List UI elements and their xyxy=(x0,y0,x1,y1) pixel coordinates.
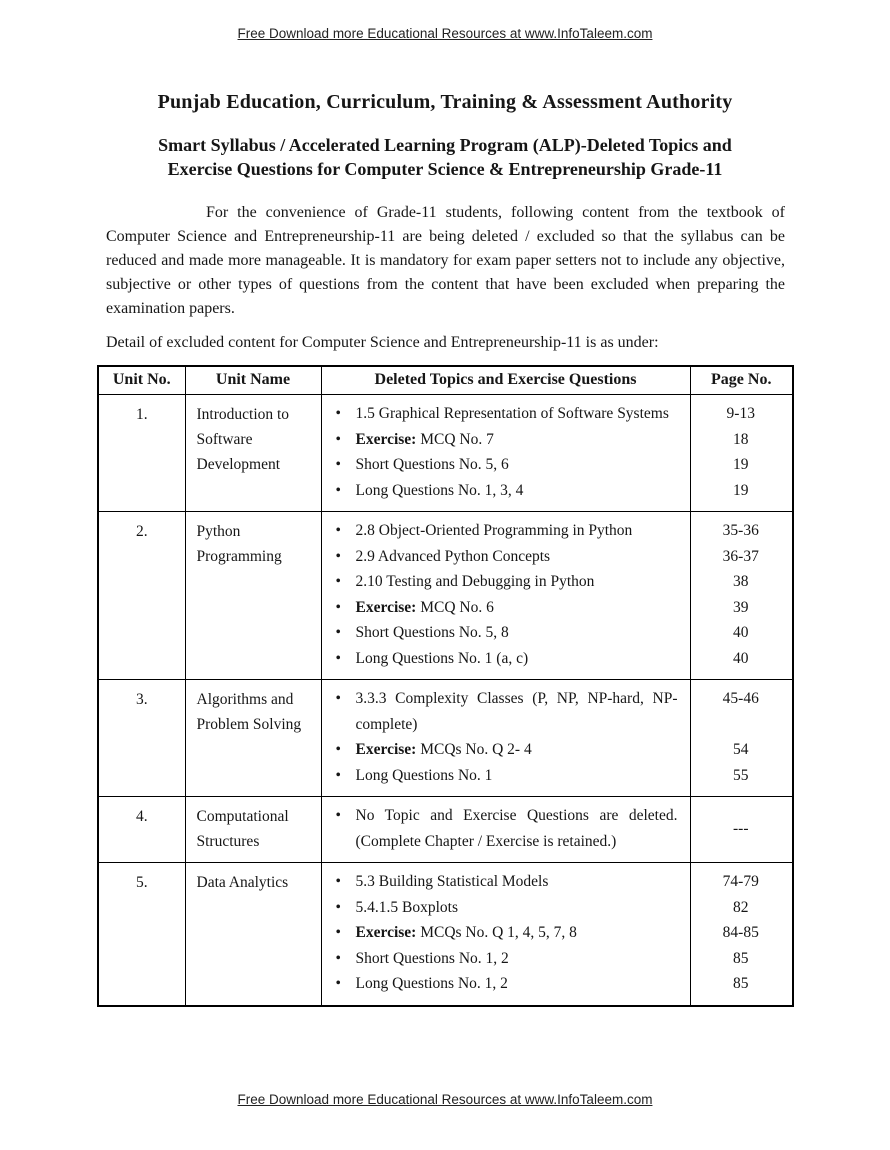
page-no-cell: 84-85 xyxy=(722,924,759,941)
header-resource-line xyxy=(0,0,890,41)
topic-item-text: Exercise: MCQ No. 7 xyxy=(355,430,494,448)
bullet-icon: • xyxy=(335,624,341,641)
topic-item xyxy=(322,686,690,737)
bullet-icon: • xyxy=(335,690,341,707)
topic-item xyxy=(322,946,690,972)
topics-pages-cell xyxy=(321,680,793,797)
topic-item xyxy=(322,971,690,997)
topics-pages-cell xyxy=(321,395,793,512)
topic-item xyxy=(322,478,690,504)
table-row xyxy=(98,395,793,512)
unit-name-cell: Computational Structures xyxy=(185,797,321,863)
topic-item xyxy=(322,763,690,789)
unit-no-cell: 4. xyxy=(98,797,185,863)
unit-no-cell: 5. xyxy=(98,863,185,1006)
column-header-4: Page No. xyxy=(690,366,793,395)
topic-item xyxy=(322,646,690,672)
bullet-icon: • xyxy=(335,807,341,824)
unit-name-cell: Python Programming xyxy=(185,512,321,680)
bullet-icon: • xyxy=(335,547,341,565)
bullet-icon: • xyxy=(335,481,341,499)
column-header-2: Unit Name xyxy=(185,366,321,395)
topic-item xyxy=(322,620,690,646)
topic-item xyxy=(322,895,690,921)
bullet-icon: • xyxy=(335,949,341,967)
topic-item-text: 5.4.1.5 Boxplots xyxy=(355,898,458,916)
topic-item-bold-prefix: Exercise: xyxy=(355,924,417,941)
topic-item-text: Long Questions No. 1, 2 xyxy=(355,975,508,992)
page-no-cell: 38 xyxy=(733,573,749,590)
page-no-cell: 39 xyxy=(733,598,749,616)
topics-pages-cell xyxy=(321,512,793,680)
table-row xyxy=(98,512,793,680)
topics-pages-grid xyxy=(322,680,793,796)
topic-item xyxy=(322,401,690,427)
page-no-cell: 74-79 xyxy=(722,873,759,890)
table-header-row xyxy=(98,366,793,395)
topic-item xyxy=(322,427,690,453)
table-row xyxy=(98,680,793,797)
unit-name-cell: Algorithms and Problem Solving xyxy=(185,680,321,797)
bullet-icon: • xyxy=(335,898,341,916)
subtitle-line-2: Exercise Questions for Computer Science & Entrepreneurship Grade-11 xyxy=(167,159,723,179)
bullet-icon: • xyxy=(335,924,341,941)
page-title: Punjab Education, Curriculum, Training & Assessment Authority xyxy=(157,91,733,113)
bullet-icon: • xyxy=(335,430,341,448)
page-no-cell: 19 xyxy=(733,456,749,473)
page-no-cell: 19 xyxy=(733,481,749,499)
topic-item-text: Exercise: MCQs No. Q 1, 4, 5, 7, 8 xyxy=(355,924,577,941)
page-no-cell: 40 xyxy=(733,649,749,667)
topic-item-text: Short Questions No. 5, 8 xyxy=(355,624,509,641)
unit-no-cell: 1. xyxy=(98,395,185,512)
unit-name-cell: Introduction to Software Development xyxy=(185,395,321,512)
page-no-cell: 55 xyxy=(733,766,749,784)
topic-item xyxy=(322,544,690,570)
topic-item-text: Short Questions No. 5, 6 xyxy=(355,456,509,473)
topic-item xyxy=(322,803,690,854)
page-subtitle xyxy=(97,133,793,181)
bullet-icon: • xyxy=(335,573,341,590)
topic-item-bold-prefix: Exercise: xyxy=(355,598,417,616)
topic-item-text: 3.3.3 Complexity Classes (P, NP, NP-hard, NP-complete) xyxy=(355,690,678,733)
intro-paragraph: For the convenience of Grade-11 students, following content from the textbook of Computer Science and Entrepreneurship-11 are being deleted / excluded so that the syllabus can be reduced and made more manageable. It is mandatory for exam paper setters not to include any objective, subjective or other types of questions from the content that have been excluded when preparing the examination papers. xyxy=(106,204,785,317)
topics-pages-grid xyxy=(322,863,793,1005)
topics-pages-grid xyxy=(322,512,793,679)
unit-no-cell: 3. xyxy=(98,680,185,797)
topics-pages-grid xyxy=(322,395,793,511)
topic-item xyxy=(322,518,690,544)
bullet-icon: • xyxy=(335,766,341,784)
page-no-cell: 18 xyxy=(733,430,749,448)
topic-item-text: 2.8 Object-Oriented Programming in Python xyxy=(355,522,633,539)
topic-item-text: Exercise: MCQs No. Q 2- 4 xyxy=(355,741,532,758)
bullet-icon: • xyxy=(335,873,341,890)
topic-item xyxy=(322,595,690,621)
topic-item-text: 5.3 Building Statistical Models xyxy=(355,873,549,890)
bullet-icon: • xyxy=(335,405,341,422)
topic-item-text: Long Questions No. 1, 3, 4 xyxy=(355,481,524,499)
page-no-cell: --- xyxy=(733,819,749,837)
header-resource-link[interactable]: Free Download more Educational Resources at www.InfoTaleem.com xyxy=(237,26,653,41)
unit-no-cell: 2. xyxy=(98,512,185,680)
topic-item-text: Short Questions No. 1, 2 xyxy=(355,949,509,967)
topic-item xyxy=(322,452,690,478)
table-row xyxy=(98,797,793,863)
table-intro-line: Detail of excluded content for Computer Science and Entrepreneurship-11 is as under: xyxy=(106,334,659,351)
document-content xyxy=(97,91,793,1007)
subtitle-line-1: Smart Syllabus / Accelerated Learning Program (ALP)-Deleted Topics and xyxy=(158,135,732,155)
topic-item xyxy=(322,869,690,895)
topic-item xyxy=(322,737,690,763)
topic-item-bold-prefix: Exercise: xyxy=(355,741,417,758)
topic-item-bold-prefix: Exercise: xyxy=(355,430,417,448)
bullet-icon: • xyxy=(335,975,341,992)
page-no-cell: 36-37 xyxy=(722,547,759,565)
topic-item xyxy=(322,569,690,595)
page-no-cell: 40 xyxy=(733,624,749,641)
bullet-icon: • xyxy=(335,522,341,539)
topic-item-text: Exercise: MCQ No. 6 xyxy=(355,598,494,616)
bullet-icon: • xyxy=(335,649,341,667)
page-no-cell: 82 xyxy=(733,898,749,916)
topics-pages-grid xyxy=(322,797,793,862)
table-row xyxy=(98,863,793,1006)
topic-item-text: No Topic and Exercise Questions are deleted. (Complete Chapter / Exercise is retained.) xyxy=(355,807,678,850)
table-body xyxy=(98,395,793,1006)
footer-resource-line xyxy=(0,1092,890,1107)
page-no-cell: 85 xyxy=(733,975,749,992)
topics-pages-cell xyxy=(321,863,793,1006)
content-table xyxy=(97,365,794,1007)
bullet-icon: • xyxy=(335,741,341,758)
topics-pages-cell xyxy=(321,797,793,863)
column-header-1: Unit No. xyxy=(98,366,185,395)
page-no-cell: 85 xyxy=(733,949,749,967)
topic-item xyxy=(322,920,690,946)
page-no-cell: 45-46 xyxy=(722,690,759,707)
page-no-cell: 9-13 xyxy=(726,405,755,422)
topic-item-text: Long Questions No. 1 xyxy=(355,766,493,784)
topic-item-text: 1.5 Graphical Representation of Software Systems xyxy=(355,405,669,422)
column-header-3: Deleted Topics and Exercise Questions xyxy=(321,366,690,395)
bullet-icon: • xyxy=(335,456,341,473)
topic-item-text: 2.10 Testing and Debugging in Python xyxy=(355,573,595,590)
unit-name-cell: Data Analytics xyxy=(185,863,321,1006)
topic-item-text: Long Questions No. 1 (a, c) xyxy=(355,649,529,667)
topic-item-text: 2.9 Advanced Python Concepts xyxy=(355,547,551,565)
bullet-icon: • xyxy=(335,598,341,616)
table-header xyxy=(98,366,793,395)
footer-resource-link[interactable]: Free Download more Educational Resources at www.InfoTaleem.com xyxy=(237,1092,653,1107)
page-no-cell: 35-36 xyxy=(722,522,759,539)
page-no-cell: 54 xyxy=(733,741,749,758)
